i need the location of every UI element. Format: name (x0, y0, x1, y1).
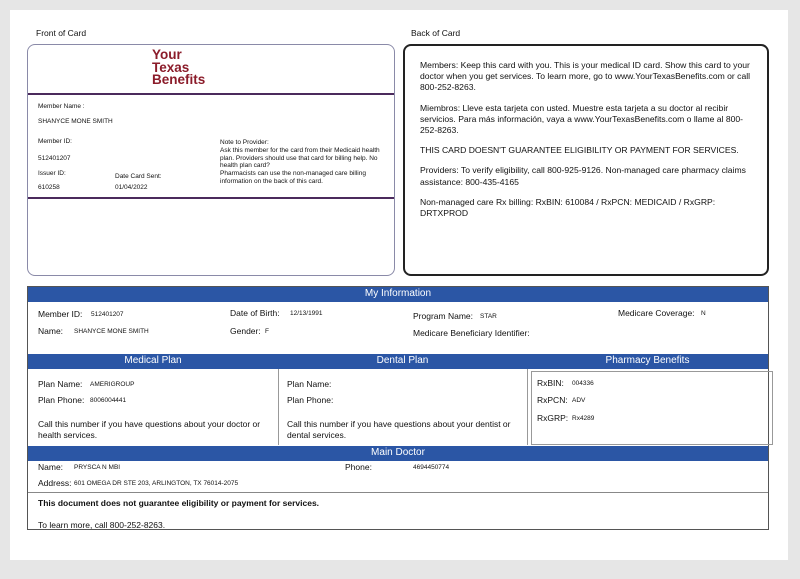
medicare-coverage-value: N (701, 310, 706, 317)
doctor-name-label: Name: (38, 462, 64, 472)
info-name-value: SHANYCE MONE SMITH (74, 328, 149, 335)
program-name-label: Program Name: (413, 311, 473, 321)
member-information-table (27, 286, 769, 530)
dental-plan-name-label: Plan Name: (287, 379, 332, 389)
gender-label: Gender: (230, 326, 261, 336)
date-of-birth-value: 12/13/1991 (290, 310, 323, 317)
medical-plan-phone-label: Plan Phone: (38, 395, 85, 405)
rxbin-value: 004336 (572, 380, 594, 387)
info-member-id-value: 512401207 (91, 311, 124, 318)
note-to-provider: Note to Provider: Ask this member for the card from their Medicaid health plan. Providers should use that card for billing help. No health plan card? Pharmacists can use the non-managed care billing information on the back of this card. (220, 139, 380, 185)
gender-value: F (265, 328, 269, 335)
medicare-beneficiary-identifier-label: Medicare Beneficiary Identifier: (413, 328, 530, 338)
date-of-birth-label: Date of Birth: (230, 308, 280, 318)
medical-plan-name-label: Plan Name: (38, 379, 83, 389)
member-id-value: 512401207 (38, 155, 71, 162)
issuer-id-label: Issuer ID: (38, 170, 66, 177)
pharmacy-benefits-header: Pharmacy Benefits (527, 354, 768, 369)
rxpcn-label: RxPCN: (537, 395, 568, 405)
dental-pharmacy-divider (527, 369, 528, 445)
main-doctor-header: Main Doctor (28, 446, 768, 461)
back-of-card (403, 44, 769, 276)
issuer-id-value: 610258 (38, 184, 60, 191)
doctor-phone-value: 4694450774 (413, 464, 450, 471)
rxgrp-label: RxGRP: (537, 413, 569, 423)
doctor-footer-divider (28, 492, 768, 493)
doctor-address-value: 601 OMEGA DR STE 203, ARLINGTON, TX 76014-2075 (74, 480, 239, 487)
date-card-sent-value: 01/04/2022 (115, 184, 148, 191)
rxpcn-value: ADV (572, 397, 586, 404)
member-id-label: Member ID: (38, 138, 72, 145)
doctor-name-value: PRYSCA N MBI (74, 464, 121, 471)
back-of-card-heading: Back of Card (411, 28, 461, 38)
rxbin-label: RxBIN: (537, 378, 564, 388)
pharmacy-benefits-box (531, 371, 773, 445)
medical-plan-header: Medical Plan (28, 354, 278, 369)
your-texas-benefits-logo: Your Texas Benefits (152, 47, 206, 87)
dental-plan-note: Call this number if you have questions about your dentist or dental services. (287, 419, 511, 440)
medical-plan-note: Call this number if you have questions about your doctor or health services. (38, 419, 261, 440)
doctor-address-label: Address: (38, 478, 72, 488)
member-name-label: Member Name : (38, 103, 85, 110)
back-no-guarantee-paragraph: THIS CARD DOESN'T GUARANTEE ELIGIBILITY OR PAYMENT FOR SERVICES. (420, 145, 739, 156)
medical-dental-divider (278, 369, 279, 445)
medicare-coverage-label: Medicare Coverage: (618, 308, 695, 318)
medical-plan-name-value: AMERIGROUP (90, 381, 135, 388)
front-of-card-heading: Front of Card (36, 28, 87, 38)
back-rx-billing-paragraph: Non-managed care Rx billing: RxBIN: 610084 / RxPCN: MEDICAID / RxGRP: DRTXPROD (420, 196, 716, 219)
info-name-label: Name: (38, 326, 64, 336)
my-information-header: My Information (28, 287, 768, 302)
back-providers-paragraph: Providers: To verify eligibility, call 800-925-9126. Non-managed care pharmacy claims assistance: 800-435-4165 (420, 165, 746, 187)
member-name-value: SHANYCE MONE SMITH (38, 118, 113, 125)
back-members-paragraph: Members: Keep this card with you. This is your medical ID card. Show this card to your doctor when you get services. To learn more, go to www.YourTexasBenefits.com or call 800-252-8263. (420, 60, 751, 93)
dental-plan-header: Dental Plan (278, 354, 527, 369)
learn-more-line: To learn more, call 800-252-8263. (38, 520, 166, 530)
program-name-value: STAR (480, 313, 497, 320)
document-page (10, 10, 788, 560)
back-miembros-paragraph: Miembros: Lleve esta tarjeta con usted. Muestre esta tarjeta a su doctor al recibir servicios. Para más información, vaya a www.YourTexasBenefits.com o llame al 800-252-8263. (420, 102, 744, 136)
info-member-id-label: Member ID: (38, 309, 83, 319)
rxgrp-value: Rx4289 (572, 415, 595, 422)
card-bottom-rule (28, 197, 394, 199)
doctor-phone-label: Phone: (345, 462, 372, 472)
medical-plan-phone-value: 8006004441 (90, 397, 127, 404)
front-of-card (27, 44, 395, 276)
card-top-rule (28, 93, 394, 95)
dental-plan-phone-label: Plan Phone: (287, 395, 334, 405)
date-card-sent-label: Date Card Sent: (115, 173, 162, 180)
eligibility-disclaimer: This document does not guarantee eligibility or payment for services. (38, 498, 320, 508)
